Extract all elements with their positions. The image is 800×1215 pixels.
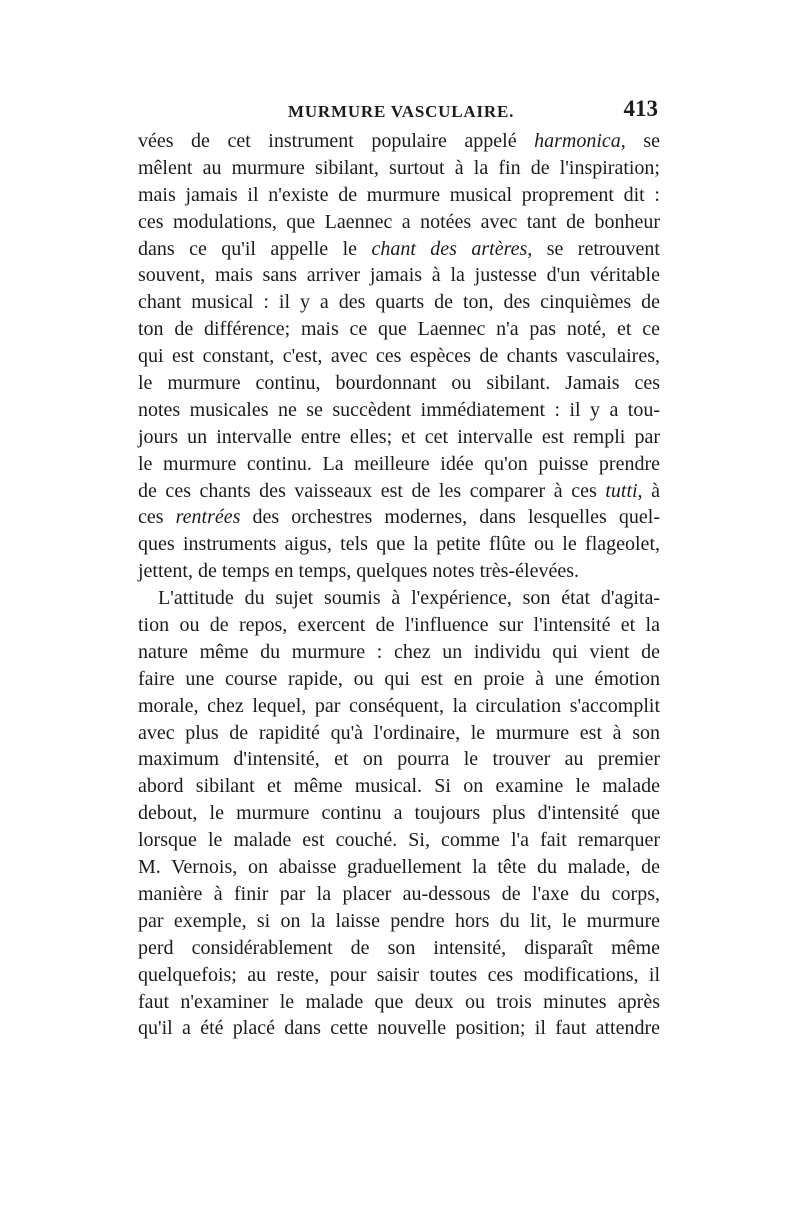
text-run: tion ou de repos, exercent de l'influence sur l'intensité et la bbox=[138, 614, 660, 637]
body-text bbox=[138, 128, 660, 1042]
text-run: des orchestres modernes, dans lesquelles quel- bbox=[240, 506, 660, 529]
text-line bbox=[138, 800, 660, 827]
text-line bbox=[138, 962, 660, 989]
text-line bbox=[138, 1015, 660, 1042]
text-line bbox=[138, 236, 660, 263]
text-line bbox=[138, 504, 660, 531]
text-run: manière à finir par la placer au-dessous de l'axe du corps, bbox=[138, 882, 660, 905]
text-line bbox=[138, 746, 660, 773]
text-line bbox=[138, 343, 660, 370]
text-run: notes musicales ne se succèdent immédiatement : il y a tou- bbox=[138, 398, 660, 421]
text-line bbox=[138, 720, 660, 747]
text-run: se retrouvent bbox=[532, 237, 660, 260]
text-run: faire une course rapide, ou qui est en proie à une émotion bbox=[138, 667, 660, 690]
text-line bbox=[138, 908, 660, 935]
text-line bbox=[138, 424, 660, 451]
text-run: se bbox=[625, 130, 660, 152]
text-run: perd considérablement de son intensité, disparaît même bbox=[138, 936, 660, 959]
text-run: maximum d'intensité, et on pourra le trouver au premier bbox=[138, 748, 660, 771]
text-run: ton de différence; mais ce que Laennec n'a pas noté, et ce bbox=[138, 318, 660, 341]
text-line bbox=[138, 639, 660, 666]
text-line bbox=[138, 451, 660, 478]
text-run: chant musical : il y a des quarts de ton, des cinquièmes de bbox=[138, 291, 660, 314]
text-run: debout, le murmure continu a toujours plus d'intensité que bbox=[138, 802, 660, 825]
text-run: abord sibilant et même musical. Si on examine le malade bbox=[138, 775, 660, 798]
text-line bbox=[138, 397, 660, 424]
text-line bbox=[138, 773, 660, 800]
text-line bbox=[138, 531, 660, 558]
text-run: lorsque le malade est couché. Si, comme l'a fait remarquer bbox=[138, 829, 660, 852]
text-run: M. Vernois, on abaisse graduellement la tête du malade, de bbox=[138, 856, 660, 879]
text-run: dans ce qu'il appelle le bbox=[138, 237, 372, 260]
text-run: jettent, de temps en temps, quelques notes très-élevées. bbox=[138, 560, 579, 583]
italic-term: rentrées bbox=[175, 506, 241, 529]
text-run: ces bbox=[138, 506, 176, 529]
text-run: faut n'examiner le malade que deux ou trois minutes après bbox=[138, 990, 660, 1013]
text-run: le murmure continu. La meilleure idée qu'on puisse prendre bbox=[138, 452, 660, 475]
text-run: L'attitude du sujet soumis à l'expérience, son état d'agita- bbox=[158, 587, 660, 610]
text-run: nature même du murmure : chez un individu qui vient de bbox=[138, 640, 660, 663]
text-line bbox=[138, 209, 660, 236]
italic-term: harmonica, bbox=[534, 130, 626, 152]
text-line bbox=[138, 854, 660, 881]
text-line bbox=[138, 478, 660, 505]
page-number: 413 bbox=[623, 96, 658, 121]
text-line bbox=[138, 182, 660, 209]
running-title: MURMURE VASCULAIRE. bbox=[288, 102, 515, 121]
text-line bbox=[138, 989, 660, 1016]
text-run: jours un intervalle entre elles; et cet intervalle est rempli par bbox=[138, 425, 660, 448]
text-run: mêlent au murmure sibilant, surtout à la fin de l'inspiration; bbox=[138, 156, 660, 179]
text-line bbox=[138, 262, 660, 289]
text-line bbox=[138, 935, 660, 962]
text-line bbox=[138, 585, 660, 612]
text-line bbox=[138, 666, 660, 693]
text-run: à bbox=[642, 479, 660, 502]
text-line bbox=[138, 316, 660, 343]
italic-term: chant des artères, bbox=[371, 237, 533, 260]
text-run: par exemple, si on la laisse pendre hors du lit, le murmure bbox=[138, 909, 660, 932]
text-run: ces modulations, que Laennec a notées avec tant de bonheur bbox=[138, 210, 660, 233]
running-head bbox=[138, 96, 660, 126]
text-run: souvent, mais sans arriver jamais à la justesse d'un véritable bbox=[138, 264, 660, 287]
text-line bbox=[138, 612, 660, 639]
text-line bbox=[138, 128, 660, 155]
text-line bbox=[138, 693, 660, 720]
text-line bbox=[138, 881, 660, 908]
text-line bbox=[138, 289, 660, 316]
text-run: le murmure continu, bourdonnant ou sibilant. Jamais ces bbox=[138, 372, 660, 395]
text-line bbox=[138, 155, 660, 182]
text-run: qui est constant, c'est, avec ces espèces de chants vasculaires, bbox=[138, 345, 660, 368]
text-run: quelquefois; au reste, pour saisir toutes ces modifications, il bbox=[138, 963, 660, 986]
text-run: mais jamais il n'existe de murmure musical proprement dit : bbox=[138, 183, 660, 206]
italic-term: tutti, bbox=[605, 479, 643, 502]
text-run: avec plus de rapidité qu'à l'ordinaire, le murmure est à son bbox=[138, 721, 660, 744]
text-line bbox=[138, 558, 660, 585]
text-run: qu'il a été placé dans cette nouvelle position; il faut attendre bbox=[138, 1017, 660, 1040]
text-run: morale, chez lequel, par conséquent, la circulation s'accomplit bbox=[138, 694, 660, 717]
text-line bbox=[138, 370, 660, 397]
text-run: de ces chants des vaisseaux est de les comparer à ces bbox=[138, 479, 606, 502]
text-line bbox=[138, 827, 660, 854]
text-run: vées de cet instrument populaire appelé bbox=[138, 130, 535, 152]
text-run: ques instruments aigus, tels que la petite flûte ou le flageolet, bbox=[138, 533, 660, 556]
